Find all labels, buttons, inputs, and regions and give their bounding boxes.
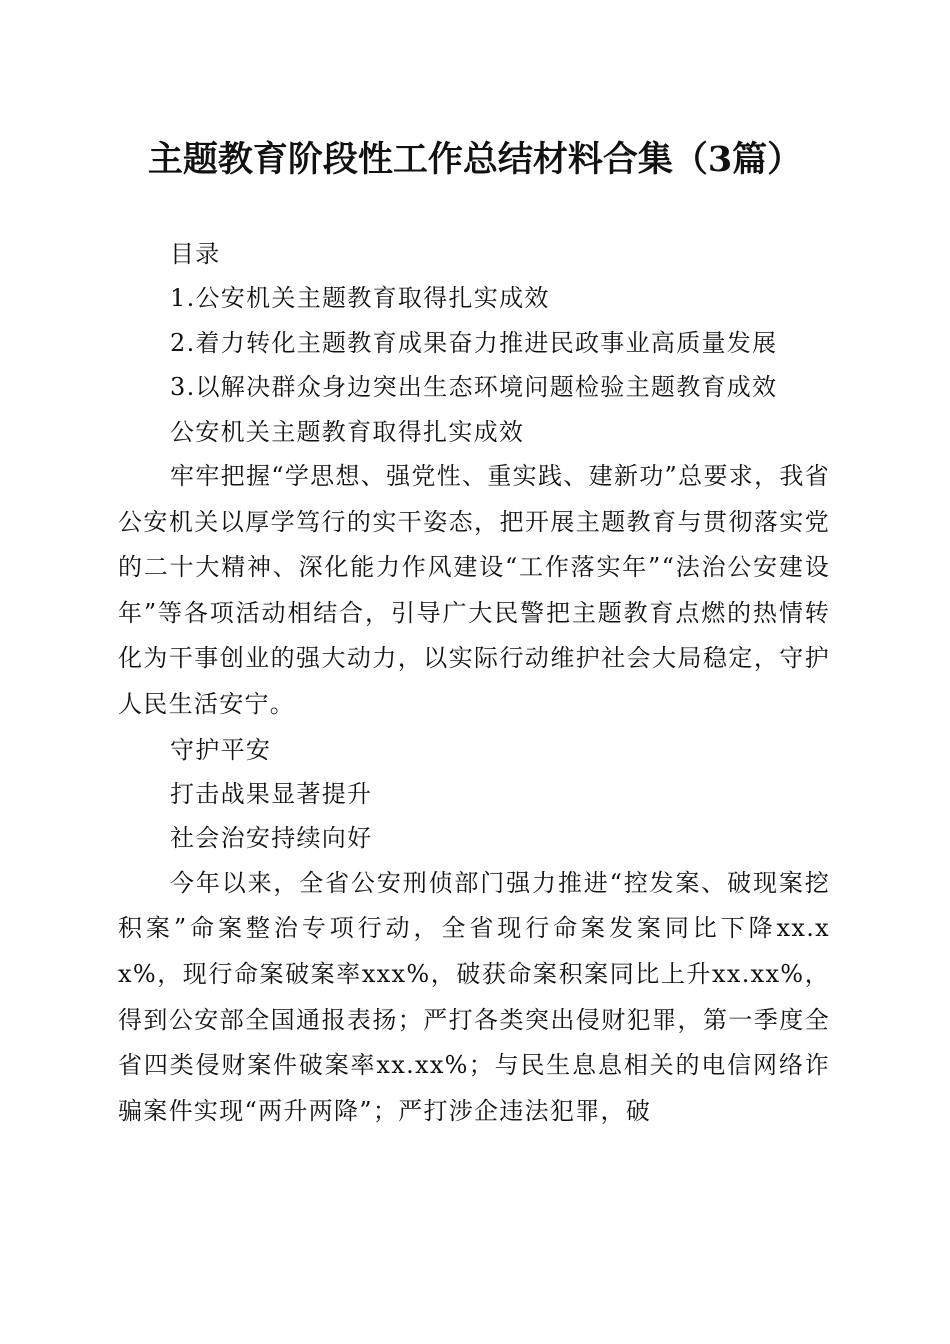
toc-item-1: 1.公安机关主题教育取得扎实成效 [170, 284, 550, 313]
subheading-public-order: 社会治安持续向好 [170, 824, 373, 853]
section-title: 公安机关主题教育取得扎实成效 [170, 417, 525, 446]
toc-heading: 目录 [170, 240, 221, 268]
document-body [118, 232, 830, 1134]
subheading-strike-results: 打击战果显著提升 [170, 780, 373, 808]
toc-item-2: 2.着力转化主题教育成果奋力推进民政事业高质量发展 [170, 328, 778, 357]
subheading-protect-peace: 守护平安 [170, 735, 272, 764]
paragraph-criminal-investigation: 今年以来，全省公安刑侦部门强力推进“控发案、破现案挖积案”命案整治专项行动，全省现行命案发案同比下降xx.xx%，现行命案破案率xxx%，破获命案积案同比上升xx.xx%，得到公安部全国通报表扬；严打各类突出侵财犯罪，第一季度全省四类侵财案件破案率xx.xx%；与民生息息相关的电信网络诈骗案件实现“两升两降”；严打涉企违法犯罪，破 [118, 868, 830, 1125]
document-title: 主题教育阶段性工作总结材料合集（3篇） [147, 139, 803, 180]
toc-item-3: 3.以解决群众身边突出生态环境问题检验主题教育成效 [170, 373, 778, 402]
paragraph-intro: 牢牢把握“学思想、强党性、重实践、建新功”总要求，我省公安机关以厚学笃行的实干姿态，把开展主题教育与贯彻落实党的二十大精神、深化能力作风建设“工作落实年”“法治公安建设年”等各项活动相结合，引导广大民警把主题教育点燃的热情转化为干事创业的强大动力，以实际行动维护社会大局稳定，守护人民生活安宁。 [118, 462, 830, 718]
